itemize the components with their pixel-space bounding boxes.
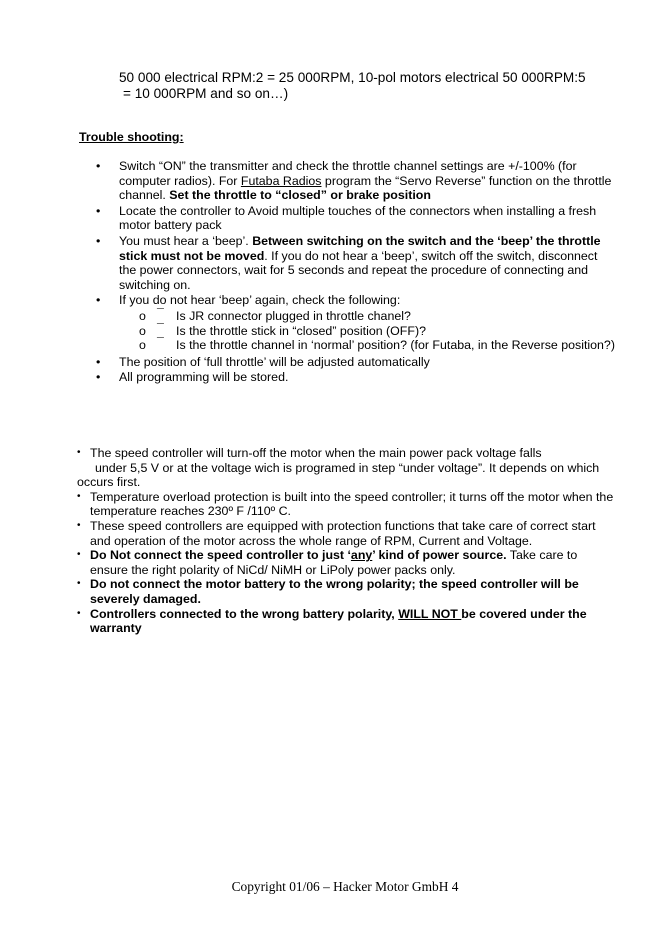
intro-line-2: = 10 000RPM and so on…) xyxy=(123,86,289,101)
bullet-icon: • xyxy=(96,159,101,173)
dash-icon: ¯ xyxy=(157,305,164,320)
dash-icon: ¯ xyxy=(157,335,164,350)
bullet-icon: • xyxy=(77,447,81,458)
list-item: • You must hear a ‘beep’. Between switching on the switch and the ‘beep’ the throttle stick must not be moved. If you do not hear a ‘beep’, switch off the switch, disconnect the power connectors, wait for 5 seconds and repeat the procedure of connecting and switching on. xyxy=(96,233,601,292)
bullet-icon: • xyxy=(96,233,101,248)
bullet-icon: • xyxy=(96,203,101,218)
bullet-icon: • xyxy=(77,549,81,561)
bullet-icon: • xyxy=(77,607,81,619)
sub-bullet-icon: o xyxy=(139,323,146,338)
intro-line-1: 50 000 electrical RPM:2 = 25 000RPM, 10-pol motors electrical 50 000RPM:5 xyxy=(119,70,586,85)
trouble-shooting-list xyxy=(96,159,616,386)
intro-paragraph xyxy=(119,70,619,102)
bullet-icon: • xyxy=(96,354,101,369)
list-item: • If you do not hear ‘beep’ again, check the following: xyxy=(96,293,401,308)
list-item: • Switch “ON” the transmitter and check the throttle channel settings are +/-100% (for computer radios). For Futaba Radios program the “Servo Reverse” function on the throttle channel. Set the throttle to “closed” or brake position xyxy=(96,159,612,203)
futaba-radios-link: Futaba Radios xyxy=(240,173,322,188)
list-item: • The speed controller will turn-off the motor when the main power pack voltage falls xyxy=(77,446,542,460)
list-item: • All programming will be stored. xyxy=(96,370,289,385)
list-item: • Do Not connect the speed controller to just ‘any’ kind of power source. Take care to ensure the right polarity of NiCd/ NiMH or LiPoly power packs only. xyxy=(77,548,578,577)
list-item-continuation: under 5,5 V or at the voltage wich is programed in step “under voltage”. It depends on which occurs first. xyxy=(77,460,600,490)
bullet-icon: • xyxy=(96,370,101,385)
bullet-icon: • xyxy=(77,490,81,502)
sub-list-item: o ¯ Is the throttle stick in “closed” position (OFF)? xyxy=(139,320,426,338)
bullet-icon: • xyxy=(77,578,81,590)
list-item: • These speed controllers are equipped with protection functions that take care of correct start and operation of the motor across the whole range of RPM, Current and Voltage. xyxy=(77,518,596,548)
list-item: • Temperature overload protection is built into the speed controller; it turns off the motor when the temperature reaches 230º F /110º C. xyxy=(77,489,614,519)
dash-icon: ¯ xyxy=(157,320,164,335)
trouble-shooting-heading: Trouble shooting: xyxy=(79,130,184,144)
sub-bullet-icon: o xyxy=(139,338,146,353)
bullet-icon: • xyxy=(96,293,101,308)
sub-list-item: o ¯ Is the throttle channel in ‘normal’ position? (for Futaba, in the Reverse position?) xyxy=(139,335,615,353)
sub-list-item: o ¯ Is JR connector plugged in throttle chanel? xyxy=(139,305,411,323)
page-footer: Copyright 01/06 – Hacker Motor GmbH 4 xyxy=(231,879,459,894)
protection-list xyxy=(77,446,617,636)
list-item: • The position of ‘full throttle’ will be adjusted automatically xyxy=(96,354,430,369)
bullet-icon: • xyxy=(77,519,81,531)
list-item: • Locate the controller to Avoid multiple touches of the connectors when installing a fresh motor battery pack xyxy=(96,203,597,233)
list-item: • Controllers connected to the wrong battery polarity, WILL NOT be covered under the warranty xyxy=(77,606,587,636)
list-item: • Do not connect the motor battery to the wrong polarity; the speed controller will be severely damaged. xyxy=(77,577,579,606)
sub-bullet-icon: o xyxy=(139,308,146,323)
